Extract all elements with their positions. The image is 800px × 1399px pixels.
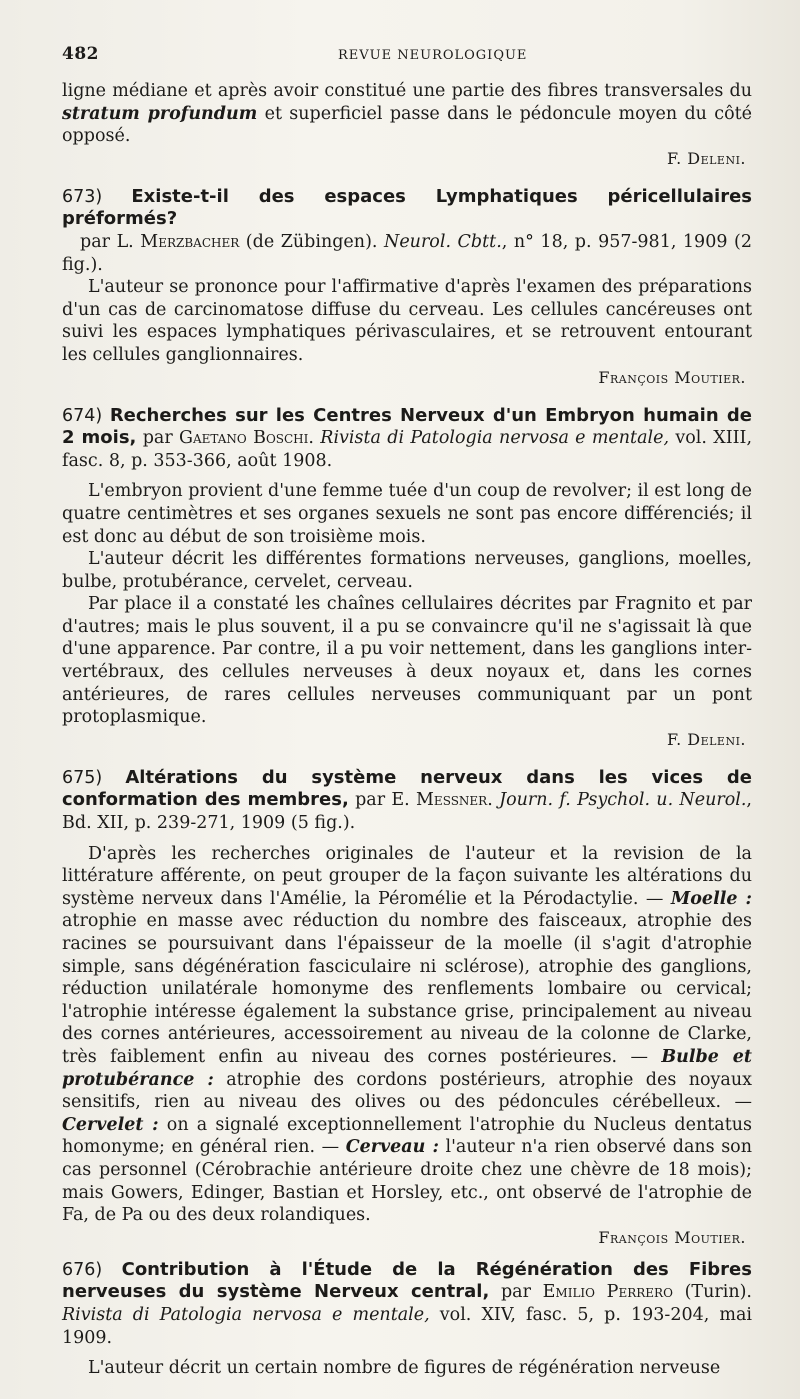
entry-paragraph: L'auteur décrit les différentes formations nerveuses, ganglions, moelles, bulbe, protubérance, cervelet, cerveau. bbox=[62, 549, 752, 592]
body-part: on a signalé exceptionnellement l'atrophie du Nucleus dentatus homonyme; en général rien. — bbox=[62, 1114, 752, 1158]
section-label-bulbe: Bulbe et protubérance : bbox=[62, 1046, 753, 1090]
entry-heading bbox=[62, 405, 752, 473]
continuation-text bbox=[62, 80, 752, 170]
entry-number: 673) bbox=[62, 186, 103, 207]
entry-sep: . bbox=[308, 428, 321, 449]
body-part: atrophie des cordons postérieurs, atrophie des noyaux sensitifs, rien au niveau des olives ou des pédoncules cérébelleux. — bbox=[62, 1069, 752, 1113]
entry-journal: Rivista di Patologia nervosa e mentale, bbox=[62, 1304, 430, 1325]
entry-title: Existe-t-il des espaces Lymphatiques péricellulaires préformés? bbox=[62, 185, 752, 230]
entry-paragraph: L'embryon provient d'une femme tuée d'un coup de revolver; il est long de quatre centimètres et ses organes sexuels ne sont pas encore différenciés; il est donc au début de son troisième mois. bbox=[62, 481, 752, 547]
section-label-cervelet: Cervelet : bbox=[62, 1114, 159, 1135]
entry-by: par bbox=[348, 790, 392, 811]
running-head bbox=[62, 44, 752, 80]
signature: F. Deleni. bbox=[666, 148, 746, 168]
signature: François Moutier. bbox=[598, 367, 746, 387]
continuation-line: ligne médiane et après avoir constitué une partie des fibres transversales du bbox=[62, 81, 752, 101]
journal-title: REVUE NEUROLOGIQUE bbox=[338, 48, 528, 63]
entry-by: par bbox=[80, 231, 111, 252]
entry-number: 675) bbox=[62, 767, 103, 788]
entry-author: E. Messner bbox=[391, 790, 488, 811]
entry-reference: , Bd. XII, p. 239-271, 1909 (5 fig.). bbox=[62, 790, 752, 834]
body-part: D'après les recherches originales de l'auteur et la revision de la littérature afférente, on peut grouper de la façon suivante les altérations du système nerveux dans l'Amélie, la Péromélie et la Pérodactylie. — bbox=[62, 843, 752, 909]
entry-reference: vol. XIII, fasc. 8, p. 353-366, août 1908. bbox=[62, 428, 753, 471]
entry-journal: Rivista di Patologia nervosa e mentale, bbox=[320, 428, 670, 449]
entry-number: 676) bbox=[62, 1259, 103, 1280]
entry-number: 674) bbox=[62, 405, 103, 426]
body-part: l'auteur n'a rien observé dans son cas personnel (Cérobrachie antérieure droite chez une chèvre de 18 mois); mais Gowers, Edinger, Bastian et Horsley, etc., ont observé de l'atrophie de Fa, de Pa ou des deux rolandiques. bbox=[62, 1137, 752, 1226]
signature: F. Deleni. bbox=[666, 729, 746, 749]
entry-body: L'auteur décrit un certain nombre de figures de régénération nerveuse bbox=[88, 1358, 721, 1379]
entry-journal: Neurol. Cbtt. bbox=[384, 231, 502, 252]
entry-sep: . bbox=[487, 790, 500, 811]
entry-heading bbox=[62, 767, 752, 835]
continuation-term: stratum profundum bbox=[62, 103, 258, 124]
entry-place: (Turin). bbox=[672, 1282, 752, 1303]
entry-title: Contribution à l'Étude de la Régénération des Fibres nerveuses du système Nerveux central, bbox=[62, 1258, 752, 1303]
abstract-673 bbox=[62, 186, 752, 389]
abstract-676 bbox=[62, 1259, 752, 1380]
entry-reference: vol. XIV, fasc. 5, p. 193-204, mai 1909. bbox=[62, 1304, 753, 1348]
entry-by: par bbox=[489, 1282, 543, 1303]
section-label-moelle: Moelle : bbox=[670, 888, 752, 909]
abstract-675 bbox=[62, 767, 752, 1249]
entry-journal: Journ. f. Psychol. u. Neurol. bbox=[499, 790, 747, 811]
entry-title: Recherches sur les Centres Nerveux d'un Embryon humain de 2 mois, bbox=[62, 404, 752, 449]
page-number: 482 bbox=[62, 44, 99, 64]
entry-place: (de Zübingen). bbox=[239, 231, 384, 252]
entry-paragraph: Par place il a constaté les chaînes cellulaires décrites par Fragnito et par d'autres; mais le plus souvent, il a pu se convaincre qu'il ne s'agissait là que d'une apparence. Par contre, il a pu voir nettement, dans les ganglions inter-vertébraux, des cellules nerveuses à deux noyaux et, dans les cornes antérieures, de rares cellules nerveuses communiquant par un pont protoplasmique. bbox=[62, 594, 752, 728]
signature: François Moutier. bbox=[598, 1227, 746, 1247]
continuation-rest: et superficiel passe dans le pédoncule moyen du côté opposé. bbox=[62, 103, 752, 147]
entry-author: L. Merzbacher bbox=[116, 231, 240, 252]
body-part: atrophie en masse avec réduction du nombre des faisceaux, atrophie des racines se poursuivant dans l'épaisseur de la moelle (il s'agit d'atrophie simple, sans dégénération fasciculaire ni sclérose), atrophie des ganglions, réduction unilatérale homonyme des renflements lombaire ou cervical; l'atrophie intéresse également la substance grise, principalement au niveau des cornes antérieures, accessoirement au niveau de la colonne de Clarke, très faiblement enfin au niveau des cornes postérieures. — bbox=[62, 911, 752, 1067]
entry-body: L'auteur se prononce pour l'affirmative d'après l'examen des préparations d'un cas de carcinomatose diffuse du cerveau. Les cellules cancéreuses ont suivi les espaces lymphatiques périvasculaires, et se retrouvent entourant les cellules ganglionnaires. bbox=[62, 277, 752, 365]
entry-author: Emilio Perrero bbox=[542, 1282, 673, 1303]
entry-author: Gaetano Boschi bbox=[179, 428, 309, 449]
entry-body bbox=[62, 843, 752, 1227]
entry-title: Altérations du système nerveux dans les vices de conformation des membres, bbox=[62, 766, 752, 811]
entry-by: par bbox=[136, 428, 180, 449]
abstract-674 bbox=[62, 405, 752, 751]
entry-heading bbox=[62, 186, 752, 276]
entry-reference: , n° 18, p. 957-981, 1909 (2 fig.). bbox=[62, 231, 752, 275]
entry-heading bbox=[62, 1259, 752, 1349]
section-label-cerveau: Cerveau : bbox=[345, 1137, 439, 1158]
